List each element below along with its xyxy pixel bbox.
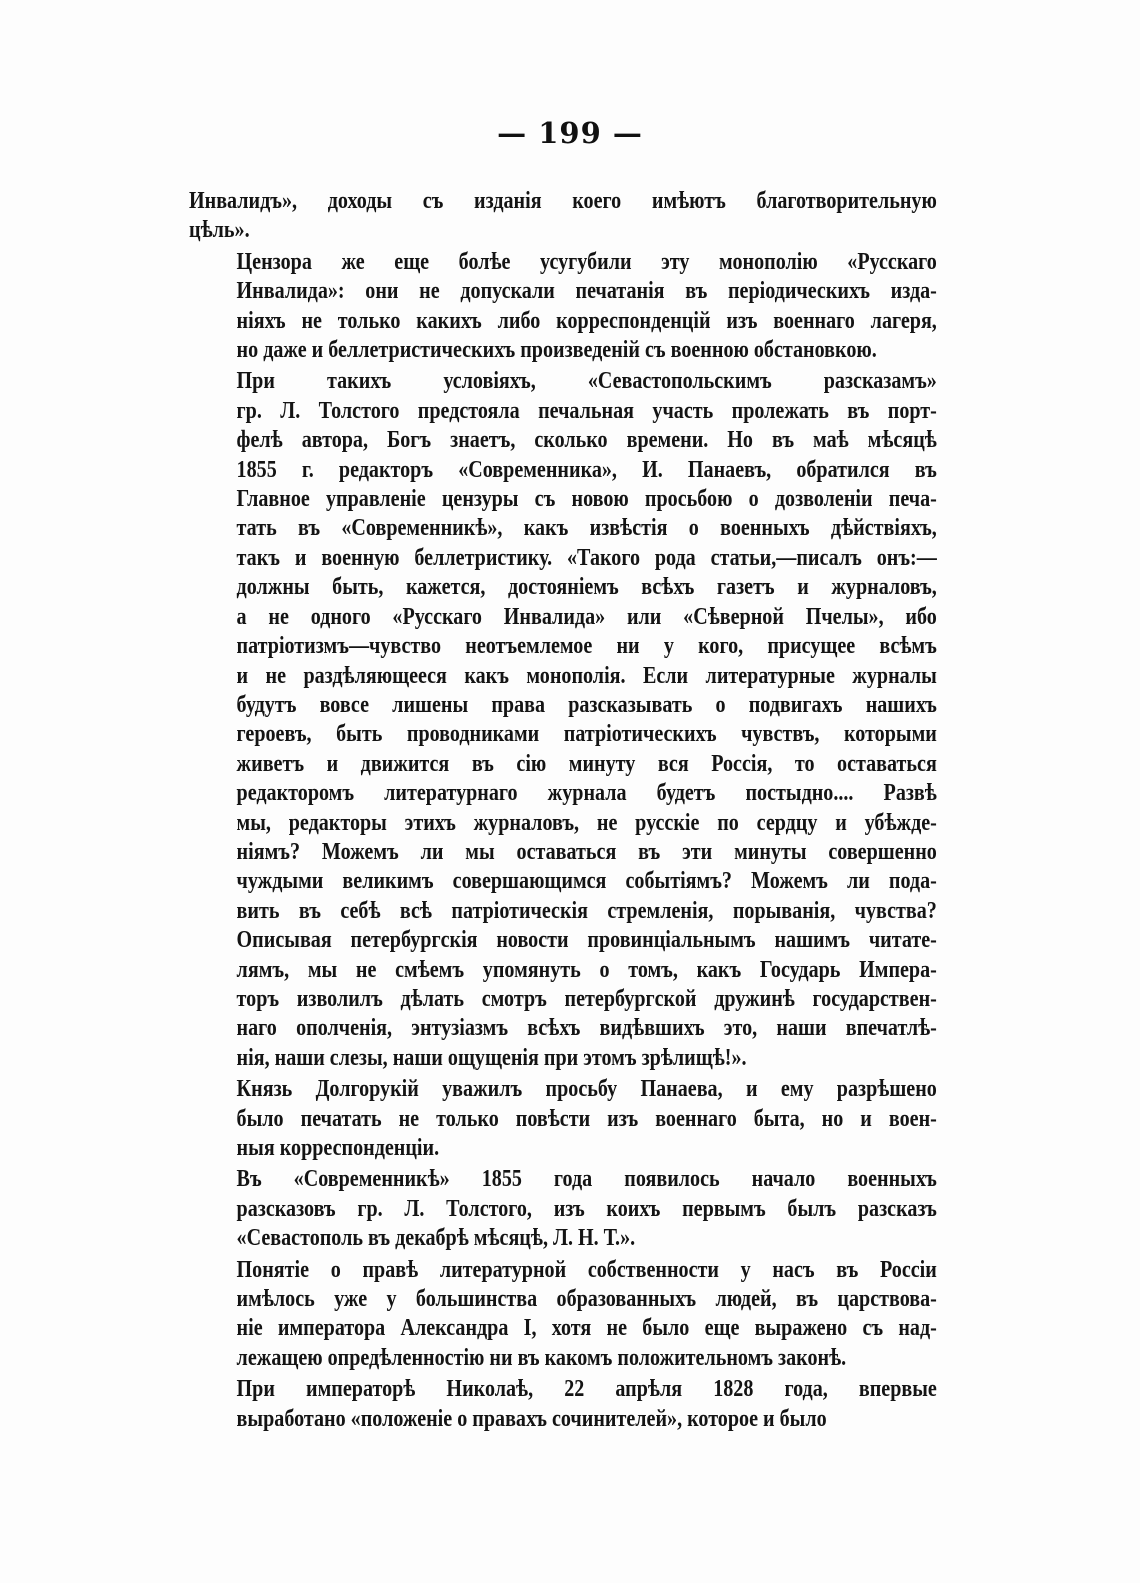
text-line: лежащею опредѣленностію ни въ какомъ положительномъ законѣ. <box>236 1343 847 1371</box>
text-line: и не раздѣляющееся какъ монополія. Если литературные журналы <box>236 661 937 689</box>
paragraph <box>189 1074 937 1162</box>
text-line: Цензора же еще болѣе усугубили эту монополію «Русскаго <box>236 247 937 275</box>
paragraph <box>189 1255 937 1373</box>
text-line: должны быть, кажется, достояніемъ всѣхъ газетъ и журналовъ, <box>236 573 937 601</box>
text-line: «Севастополь въ декабрѣ мѣсяцѣ, Л. Н. Т.». <box>236 1224 636 1252</box>
paragraph <box>189 186 937 245</box>
text-line: 1855 г. редакторъ «Современника», И. Панаевъ, обратился въ <box>236 455 937 483</box>
text-line: редакторомъ литературнаго журнала будетъ постыдно.... Развѣ <box>236 779 937 807</box>
body-text <box>189 186 937 1435</box>
text-line: мы, редакторы этихъ журналовъ, не русскіе по сердцу и убѣжде- <box>236 808 937 836</box>
text-line: будутъ вовсе лишены права разсказывать о подвигахъ нашихъ <box>236 690 937 718</box>
text-line: Инвалида»: они не допускали печатанія въ періодическихъ изда- <box>236 277 937 305</box>
text-line: наго ополченія, энтузіазмъ всѣхъ видѣвшихъ это, наши впечатлѣ- <box>236 1014 937 1042</box>
page-number: — 199 — <box>497 116 643 150</box>
text-line: ныя корреспонденціи. <box>236 1134 440 1161</box>
text-line: Главное управленіе цензуры съ новою просьбою о дозволеніи печа- <box>236 485 937 513</box>
text-line: ніяхъ не только какихъ либо корреспонденцій изъ военнаго лагеря, <box>236 306 937 334</box>
text-line: патріотизмъ—чувство неотъемлемое ни у кого, присущее всѣмъ <box>236 632 937 660</box>
text-line: фелѣ автора, Богъ знаетъ, сколько времени. Но въ маѣ мѣсяцѣ <box>236 426 937 454</box>
text-line: нія, наши слезы, наши ощущенія при этомъ зрѣлищѣ!». <box>236 1043 747 1071</box>
text-line: лямъ, мы не смѣемъ упомянуть о томъ, какъ Государь Импера- <box>236 955 937 983</box>
text-line: торъ изволилъ дѣлать смотръ петербургской дружинѣ государствен- <box>236 984 937 1012</box>
text-line: а не одного «Русскаго Инвалида» или «Сѣверной Пчелы», ибо <box>236 602 937 630</box>
text-line: вить въ себѣ всѣ патріотическія стремленія, порыванія, чувства? <box>236 896 937 924</box>
paragraph <box>189 366 937 1072</box>
text-line: но даже и беллетристическихъ произведеній съ военною обстановкою. <box>236 336 877 364</box>
text-line: Въ «Современникѣ» 1855 года появилось начало военныхъ <box>236 1165 937 1193</box>
text-line: Инвалидъ», доходы съ изданія коего имѣютъ благотворительную <box>189 187 937 214</box>
body-text-inner <box>189 186 937 1433</box>
text-line: ніе императора Александра I, хотя не было еще выражено съ над- <box>236 1314 937 1342</box>
text-line: чуждыми великимъ совершающимся событіямъ? Можемъ ли пода- <box>236 867 937 895</box>
text-line: При такихъ условіяхъ, «Севастопольскимъ разсказамъ» <box>236 367 937 395</box>
paragraph <box>189 1374 937 1433</box>
text-line: героевъ, быть проводниками патріотическихъ чувствъ, которыми <box>236 720 937 748</box>
text-line: При императорѣ Николаѣ, 22 апрѣля 1828 года, впервые <box>236 1375 937 1403</box>
text-line: цѣль». <box>189 216 250 244</box>
text-line: выработано «положеніе о правахъ сочинителей», которое и было <box>236 1404 827 1432</box>
text-line: имѣлось уже у большинства образованныхъ людей, въ царствова- <box>236 1285 937 1313</box>
text-line: гр. Л. Толстого предстояла печальная участь пролежать въ порт- <box>236 396 937 424</box>
paragraph <box>189 1164 937 1252</box>
text-line: Описывая петербургскія новости провинціальнымъ нашимъ читате- <box>236 926 937 954</box>
text-line: Понятіе о правѣ литературной собственности у насъ въ Россіи <box>236 1255 937 1283</box>
text-line: тать въ «Современникѣ», какъ извѣстія о военныхъ дѣйствіяхъ, <box>236 514 937 542</box>
text-line: живетъ и движится въ сію минуту вся Россія, то оставаться <box>236 749 937 777</box>
paragraph <box>189 247 937 365</box>
text-line: было печатать не только повѣсти изъ военнаго быта, но и воен- <box>236 1104 937 1132</box>
text-line: Князь Долгорукій уважилъ просьбу Панаева, и ему разрѣшено <box>236 1075 937 1103</box>
text-line: разсказовъ гр. Л. Толстого, изъ коихъ первымъ былъ разсказъ <box>236 1194 937 1222</box>
text-line: такъ и военную беллетристику. «Такого рода статьи,—писалъ онъ:— <box>236 543 937 571</box>
text-line: ніямъ? Можемъ ли мы оставаться въ эти минуты совершенно <box>236 837 937 865</box>
